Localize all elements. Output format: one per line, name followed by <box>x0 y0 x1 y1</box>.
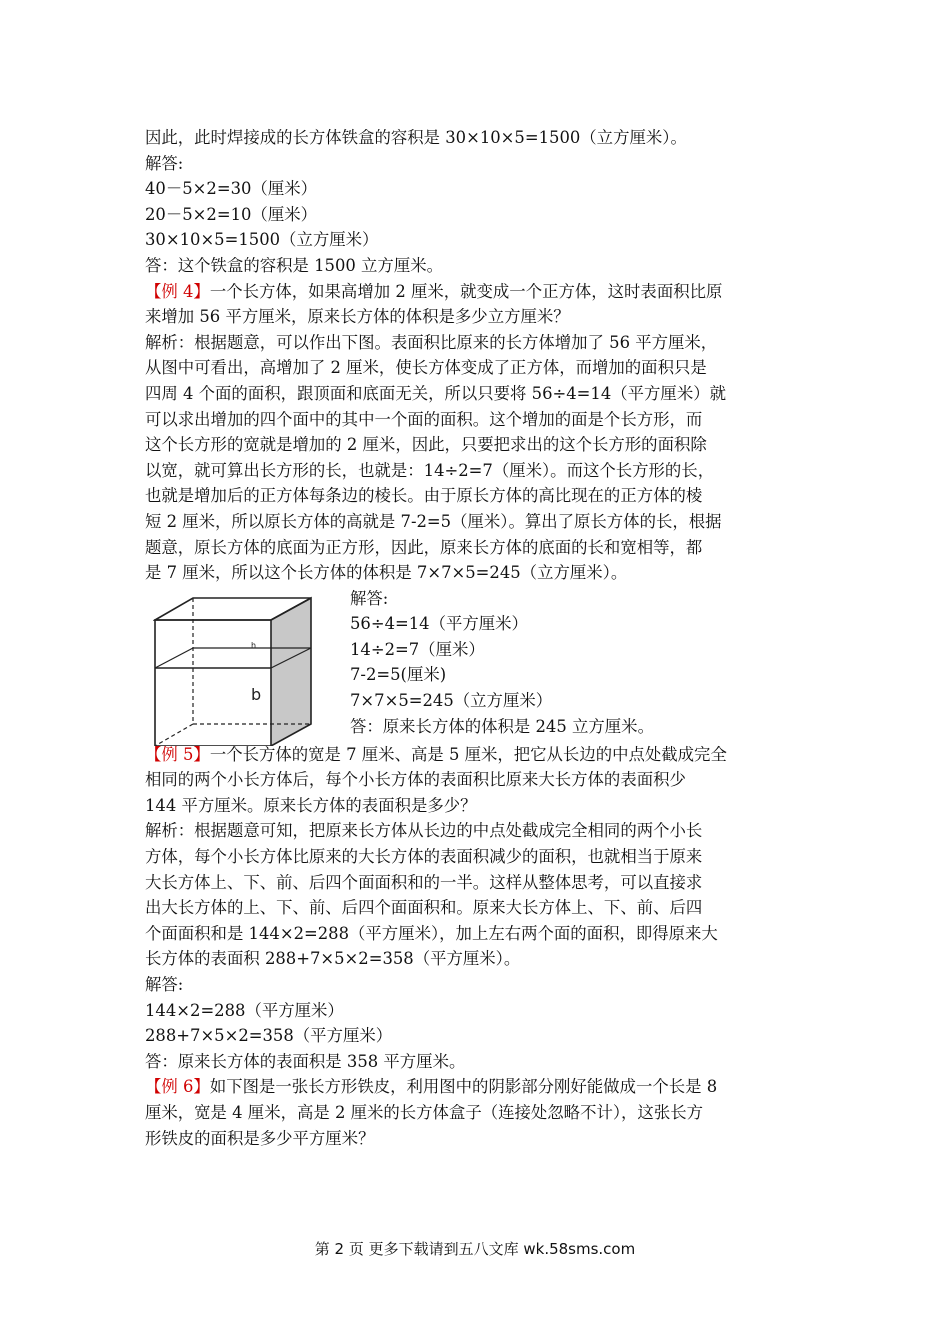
solution-line: 答：原来长方体的表面积是 358 平方厘米。 <box>145 1051 466 1071</box>
analysis-line: 四周 4 个面的面积，跟顶面和底面无关，所以只要将 56÷4=14（平方厘米）就 <box>145 383 726 403</box>
question-line: 厘米，宽是 4 厘米，高是 2 厘米的长方体盒子（连接处忽略不计），这张长方 <box>145 1103 703 1122</box>
example-5 <box>145 742 815 1075</box>
analysis-line: 这个长方形的宽就是增加的 2 厘米，因此，只要把求出的这个长方形的面积除 <box>145 435 707 455</box>
text-line: 因此，此时焊接成的长方体铁盒的容积是 30×10×5=1500（立方厘米）。 <box>145 128 687 147</box>
cuboid-diagram <box>153 590 319 746</box>
question-line: 【例 5】一个长方体的宽是 7 厘米、高是 5 厘米，把它从长边的中点处截成完全 <box>145 744 727 764</box>
example-6 <box>145 1074 815 1151</box>
analysis-line: 短 2 厘米，所以原长方体的高就是 7-2=5（厘米）。算出了原长方体的长，根据 <box>145 511 722 531</box>
analysis-line: 解析：根据题意可知，把原来长方体从长边的中点处截成完全相同的两个小长 <box>145 821 703 841</box>
analysis-line: 个面面积和是 144×2=288（平方厘米），加上左右两个面的面积，即得原来大 <box>145 923 718 943</box>
analysis-line: 以宽，就可算出长方形的长，也就是：14÷2=7（厘米）。而这个长方形的长， <box>145 460 715 480</box>
document-body <box>145 125 815 1151</box>
solution-line: 解答: <box>145 975 184 995</box>
added-height-diagonal <box>155 648 193 668</box>
solution-line: 56÷4=14（平方厘米） <box>350 614 528 634</box>
analysis-line: 大长方体上、下、前、后四个面面积和的一半。这样从整体思考，可以直接求 <box>145 872 703 892</box>
text-line: 40－5×2=30（厘米） <box>145 179 317 199</box>
solution-steps <box>350 586 654 740</box>
question-line: 【例 6】如下图是一张长方形铁皮，利用图中的阴影部分刚好能做成一个长是 8 <box>145 1077 718 1097</box>
question-line: 来增加 56 平方厘米，原来长方体的体积是多少立方厘米？ <box>145 307 570 327</box>
analysis-line: 解析：根据题意，可以作出下图。表面积比原来的长方体增加了 56 平方厘米， <box>145 332 718 352</box>
analysis-line: 也就是增加后的正方体每条边的棱长。由于原长方体的高比现在的正方体的棱 <box>145 486 703 506</box>
analysis-line: 出大长方体的上、下、前、后四个面面积和。原来大长方体上、下、前、后四 <box>145 898 703 918</box>
solution-line: 7×7×5=245（立方厘米） <box>350 691 553 711</box>
figure-and-solution <box>145 586 815 742</box>
solution-line: 288+7×5×2=358（平方厘米） <box>145 1026 393 1046</box>
solution-line: 7-2=5(厘米) <box>350 665 447 685</box>
question-line: 144 平方厘米。原来长方体的表面积是多少？ <box>145 795 477 815</box>
solution-line: 144×2=288（平方厘米） <box>145 1000 344 1020</box>
example-tag: 【例 4】 <box>145 281 210 301</box>
page-footer: 第 2 页 更多下载请到五八文库 wk.58sms.com <box>314 1240 636 1258</box>
label-b: b <box>251 684 262 704</box>
solution-line: 解答: <box>350 588 389 608</box>
example-tag: 【例 6】 <box>145 1077 210 1097</box>
analysis-line: 可以求出增加的四个面中的其中一个面的面积。这个增加的面是个长方形，而 <box>145 409 703 429</box>
example-4 <box>145 279 815 742</box>
text-line: 答：这个铁盒的容积是 1500 立方厘米。 <box>145 255 443 275</box>
text-line: 30×10×5=1500（立方厘米） <box>145 230 379 250</box>
text-line: 20－5×2=10（厘米） <box>145 204 317 224</box>
analysis-line: 是 7 厘米，所以这个长方体的体积是 7×7×5=245（立方厘米）。 <box>145 563 628 583</box>
analysis-line: 长方体的表面积 288+7×5×2=358（平方厘米）。 <box>145 949 521 969</box>
top-section <box>145 125 815 279</box>
question-line: 形铁皮的面积是多少平方厘米？ <box>145 1128 375 1148</box>
solution-line: 14÷2=7（厘米） <box>350 639 485 659</box>
question-line: 相同的两个小长方体后，每个小长方体的表面积比原来大长方体的表面积少 <box>145 770 686 790</box>
front-face <box>155 620 271 746</box>
analysis-line: 题意，原长方体的底面为正方形，因此，原来长方体的底面的长和宽相等，都 <box>145 537 703 557</box>
analysis-line: 从图中可看出，高增加了 2 厘米，使长方体变成了正方体，而增加的面积只是 <box>145 358 707 378</box>
label-h: h <box>251 640 257 650</box>
text-line: 解答: <box>145 153 184 173</box>
example-tag: 【例 5】 <box>145 744 210 764</box>
analysis-line: 方体，每个小长方体比原来的大长方体的表面积减少的面积，也就相当于原来 <box>145 847 703 867</box>
question-line: 【例 4】一个长方体，如果高增加 2 厘米，就变成一个正方体，这时表面积比原 <box>145 281 723 301</box>
solution-line: 答：原来长方体的体积是 245 立方厘米。 <box>350 716 654 736</box>
hidden-edge <box>155 724 193 746</box>
